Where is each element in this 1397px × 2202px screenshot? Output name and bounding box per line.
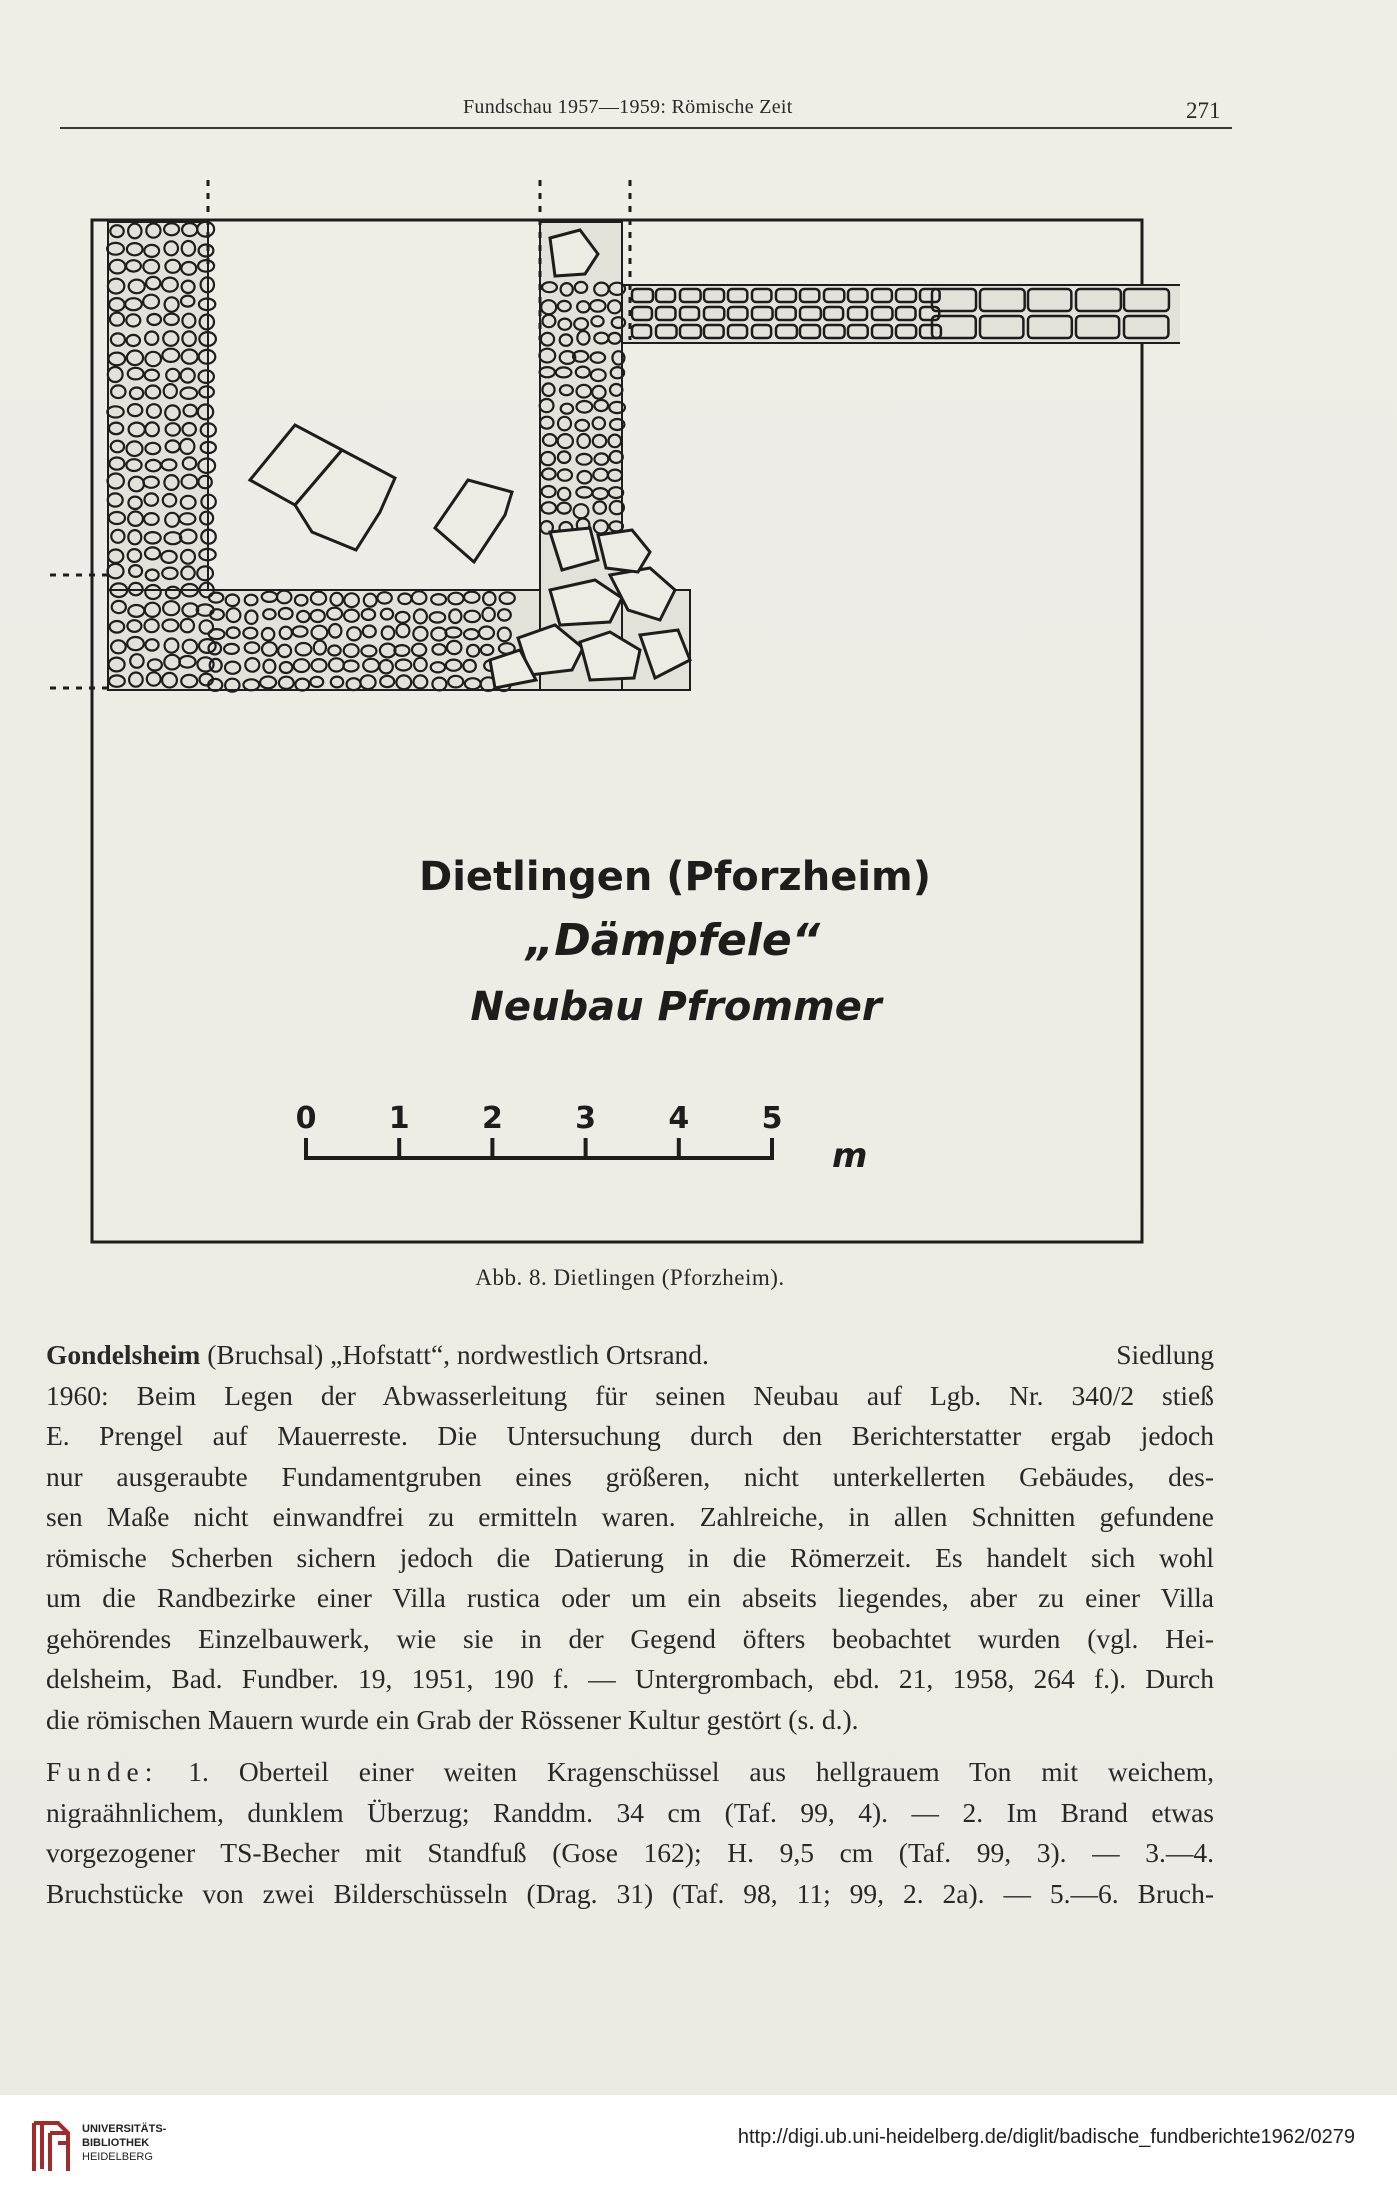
site-location: (Bruchsal) „Hofstatt“, nordwestlich Ortsrand. [200, 1339, 709, 1370]
text-line: die römischen Mauern wurde ein Grab der Rössener Kultur gestört (s. d.). [46, 1703, 859, 1735]
scale-tick-label: 0 [295, 1101, 317, 1136]
text-line: delsheim, Bad. Fundber. 19, 1951, 190 f. — Untergrombach, ebd. 21, 1958, 264 f.). Durch [46, 1663, 1214, 1694]
text-line: römische Scherben sichern jedoch die Datierung in die Römerzeit. Es handelt sich wohl [46, 1541, 1214, 1573]
text-line: 1960: Beim Legen der Abwasserleitung für seinen Neubau auf Lgb. Nr. 340/2 stieß [46, 1379, 1214, 1411]
running-head [0, 96, 1397, 126]
text-line: Bruchstücke von zwei Bilderschüsseln (Drag. 31) (Taf. 98, 11; 99, 2. 2a). — 5.—6. Bruch- [46, 1877, 1214, 1909]
scale-tick-label: 4 [668, 1101, 690, 1136]
text-line: gehörendes Einzelbauwerk, wie sie in der Gegend öfters beobachtet wurden (vgl. Hei- [46, 1622, 1214, 1654]
figure-caption: Abb. 8. Dietlingen (Pforzheim). [475, 1265, 785, 1290]
scale-tick-label: 3 [575, 1101, 597, 1136]
text-line: nur ausgeraubte Fundamentgruben eines größeren, nicht unterkellerten Gebäudes, des- [46, 1460, 1214, 1492]
site-type: Siedlung [1116, 1339, 1214, 1370]
article-text [46, 1335, 1214, 1914]
north-east-wall [622, 285, 1180, 343]
plan-title-line-2: „Dämpfele“ [525, 915, 821, 966]
text-line: E. Prengel auf Mauerreste. Die Untersuchung durch den Berichterstatter ergab jedoch [46, 1420, 1214, 1451]
scale-tick-label: 2 [481, 1101, 503, 1136]
site-heading-line [46, 1335, 1214, 1376]
excavation-plan-drawing [50, 180, 1180, 1245]
library-footer [0, 2095, 1397, 2202]
report-paragraph [46, 1376, 1214, 1741]
site-heading [46, 1335, 709, 1376]
scale-unit-label: m [832, 1136, 868, 1176]
finds-paragraph [46, 1793, 1214, 1915]
text-line: sen Maße nicht einwandfrei zu ermitteln waren. Zahlreiche, in allen Schnitten gefundene [46, 1501, 1214, 1532]
funde-first-text: 1. Oberteil einer weiten Kragenschüssel aus hellgrauem Ton mit weichem, [158, 1756, 1214, 1787]
funde-label: Funde: [46, 1756, 159, 1787]
source-url-link[interactable]: http://digi.ub.uni-heidelberg.de/diglit/badische_fundberichte1962/0279 [737, 2126, 1355, 2148]
library-logo-icon [20, 2115, 80, 2177]
loose-stone-slabs [250, 425, 512, 562]
scale-tick-label: 5 [761, 1101, 783, 1136]
running-title: Fundschau 1957—1959: Römische Zeit [463, 96, 793, 118]
text-line: nigraähnlichem, dunklem Überzug; Randdm. 34 cm (Taf. 99, 4). — 2. Im Brand etwas [46, 1796, 1214, 1828]
library-name: UNIVERSITÄTS- BIBLIOTHEK HEIDELBERG [82, 2123, 167, 2163]
text-line: vorgezogener TS-Becher mit Standfuß (Gose 162); H. 9,5 cm (Taf. 99, 3). — 3.—4. [46, 1837, 1214, 1868]
text-line: um die Randbezirke einer Villa rustica oder um ein abseits liegendes, aber zu einer Villa [46, 1582, 1214, 1613]
page-number: 271 [1186, 98, 1221, 123]
site-name: Gondelsheim [46, 1339, 201, 1370]
scale-tick-label: 1 [388, 1101, 410, 1136]
plan-title-line-1: Dietlingen (Pforzheim) [419, 854, 931, 900]
scale-bar [296, 1101, 868, 1176]
funde-first-line [46, 1752, 1214, 1793]
plan-title-line-3: Neubau Pfrommer [470, 984, 882, 1030]
site-plan-figure [50, 180, 1180, 1245]
header-rule [60, 127, 1232, 129]
